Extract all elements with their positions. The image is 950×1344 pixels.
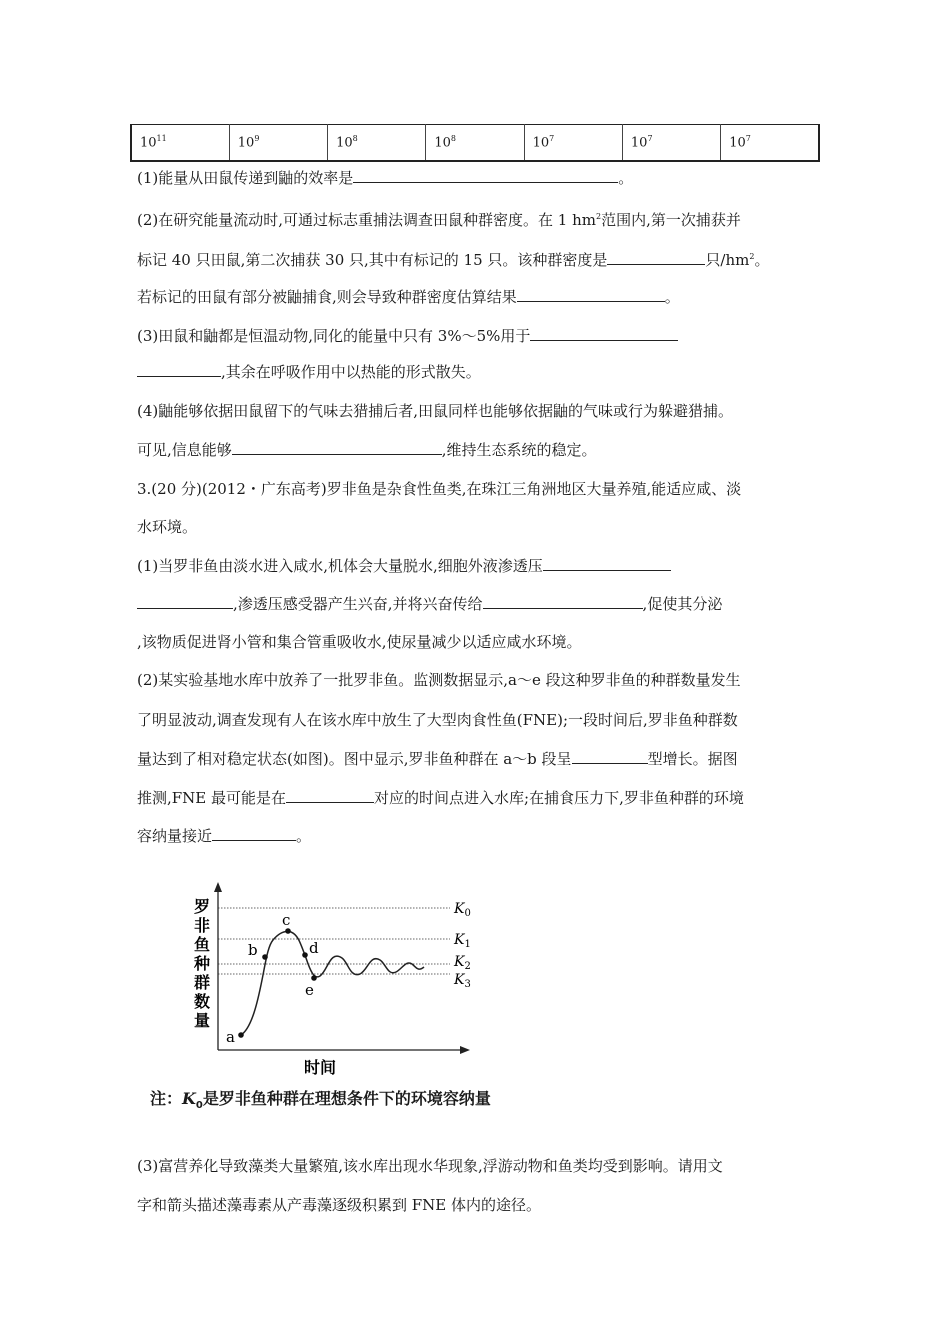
table-cell: $10^8$ (426, 125, 524, 162)
table-cell: $10^7$ (524, 125, 622, 162)
problem-3-q1-line-3: ,该物质促进肾小管和集合管重吸收水,使尿量减少以适应咸水环境。 (137, 633, 582, 651)
problem-3-q2-line-2: 了明显波动,调查发现有人在该水库中放生了大型肉食性鱼(FNE);一段时间后,罗非鱼种群数 (137, 711, 738, 729)
y-axis-label-char: 鱼 (193, 935, 211, 954)
table-row (131, 125, 819, 162)
y-axis-label-char: 群 (193, 973, 211, 992)
population-chart (180, 880, 480, 1080)
answer-blank[interactable] (572, 749, 648, 764)
k0-label: $K_0$ (454, 901, 471, 919)
figure-note: 注：$K_0$是罗非鱼种群在理想条件下的环境容纳量 (150, 1089, 491, 1112)
point-d-label: d (309, 939, 319, 957)
table-cell: $10^8$ (328, 125, 426, 162)
question-2-line-2: 标记 40 只田鼠,第二次捕获 30 只,其中有标记的 15 只。该种群密度是 只$/hm^2$。 (137, 251, 770, 269)
answer-blank[interactable] (353, 168, 618, 183)
y-axis-label-char: 非 (193, 916, 211, 935)
problem-3-q3-line-2: 字和箭头描述藻毒素从产毒藻逐级积累到 FNE 体内的途径。 (137, 1196, 542, 1214)
problem-3-q1-line-1: (1)当罗非鱼由淡水进入咸水,机体会大量脱水,细胞外液渗透压 (137, 556, 671, 576)
point-e-label: e (305, 981, 314, 999)
population-curve (241, 931, 424, 1035)
answer-blank[interactable] (543, 556, 671, 571)
table-cell: $10^7$ (721, 125, 819, 162)
k1-label: $K_1$ (454, 932, 471, 950)
question-4-line-2: 可见,信息能够 ,维持生态系统的稳定。 (137, 441, 597, 459)
answer-blank[interactable] (212, 826, 296, 841)
answer-blank[interactable] (607, 250, 705, 265)
problem-3-q1-line-2: ,渗透压感受器产生兴奋,并将兴奋传给 ,促使其分泌 (137, 594, 722, 614)
point-c (285, 928, 291, 934)
answer-blank[interactable] (483, 594, 643, 609)
point-a (238, 1032, 244, 1038)
point-c-label: c (282, 911, 291, 929)
y-axis-label-char: 种 (193, 954, 211, 973)
y-axis-label (193, 897, 210, 1030)
answer-blank[interactable] (137, 594, 233, 609)
question-2-line-3: 若标记的田鼠有部分被鼬捕食,则会导致种群密度估算结果 。 (137, 288, 680, 306)
point-d (302, 952, 308, 958)
point-a-label: a (226, 1028, 235, 1046)
problem-3-line-2: 水环境。 (137, 518, 198, 536)
answer-blank[interactable] (286, 788, 374, 803)
problem-3-line-1: 3.(20 分)(2012・广东高考)罗非鱼是杂食性鱼类,在珠江三角洲地区大量养殖,能适应咸、淡 (137, 480, 742, 498)
problem-3-q2-line-4: 推测,FNE 最可能是在 对应的时间点进入水库;在捕食压力下,罗非鱼种群的环境 (137, 789, 744, 807)
y-axis-label-char: 数 (193, 992, 211, 1011)
answer-blank[interactable] (232, 440, 442, 455)
point-b (262, 954, 268, 960)
question-2-line-1: (2)在研究能量流动时,可通过标志重捕法调查田鼠种群密度。在 1 $hm^2$范围内,第一次捕获并 (137, 211, 741, 229)
question-4-line-1: (4)鼬能够依据田鼠留下的气味去猎捕后者,田鼠同样也能够依据鼬的气味或行为躲避猎捕。 (137, 402, 734, 420)
problem-3-q2-line-1: (2)某实验基地水库中放养了一批罗非鱼。监测数据显示,a～e 段这种罗非鱼的种群数量发生 (137, 671, 741, 689)
y-axis-label-char: 罗 (193, 897, 211, 916)
k3-label: $K_3$ (454, 972, 471, 990)
answer-blank[interactable] (137, 362, 221, 377)
table-cell: $10^9$ (229, 125, 327, 162)
table-cell: $10^7$ (622, 125, 720, 162)
question-3-line-2: ,其余在呼吸作用中以热能的形式散失。 (137, 362, 481, 382)
x-axis-arrow (460, 1046, 470, 1054)
problem-3-q2-line-5: 容纳量接近 。 (137, 827, 312, 845)
problem-3-q3-line-1: (3)富营养化导致藻类大量繁殖,该水库出现水华现象,浮游动物和鱼类均受到影响。请用文 (137, 1157, 723, 1175)
table-cell: $10^{11}$ (131, 125, 229, 162)
answer-blank[interactable] (530, 326, 678, 341)
problem-3-q2-line-3: 量达到了相对稳定状态(如图)。图中显示,罗非鱼种群在 a～b 段呈 型增长。据图 (137, 750, 738, 768)
y-axis-arrow (214, 882, 222, 892)
x-axis-label: 时间 (303, 1058, 337, 1077)
point-b-label: b (248, 941, 258, 959)
k2-label: $K_2$ (454, 954, 471, 972)
question-3-line-1: (3)田鼠和鼬都是恒温动物,同化的能量中只有 3%～5%用于 (137, 326, 678, 346)
data-table (130, 124, 820, 162)
answer-blank[interactable] (517, 287, 665, 302)
point-e (311, 975, 317, 981)
question-1: (1)能量从田鼠传递到鼬的效率是 。 (137, 169, 634, 187)
y-axis-label-char: 量 (193, 1011, 211, 1030)
